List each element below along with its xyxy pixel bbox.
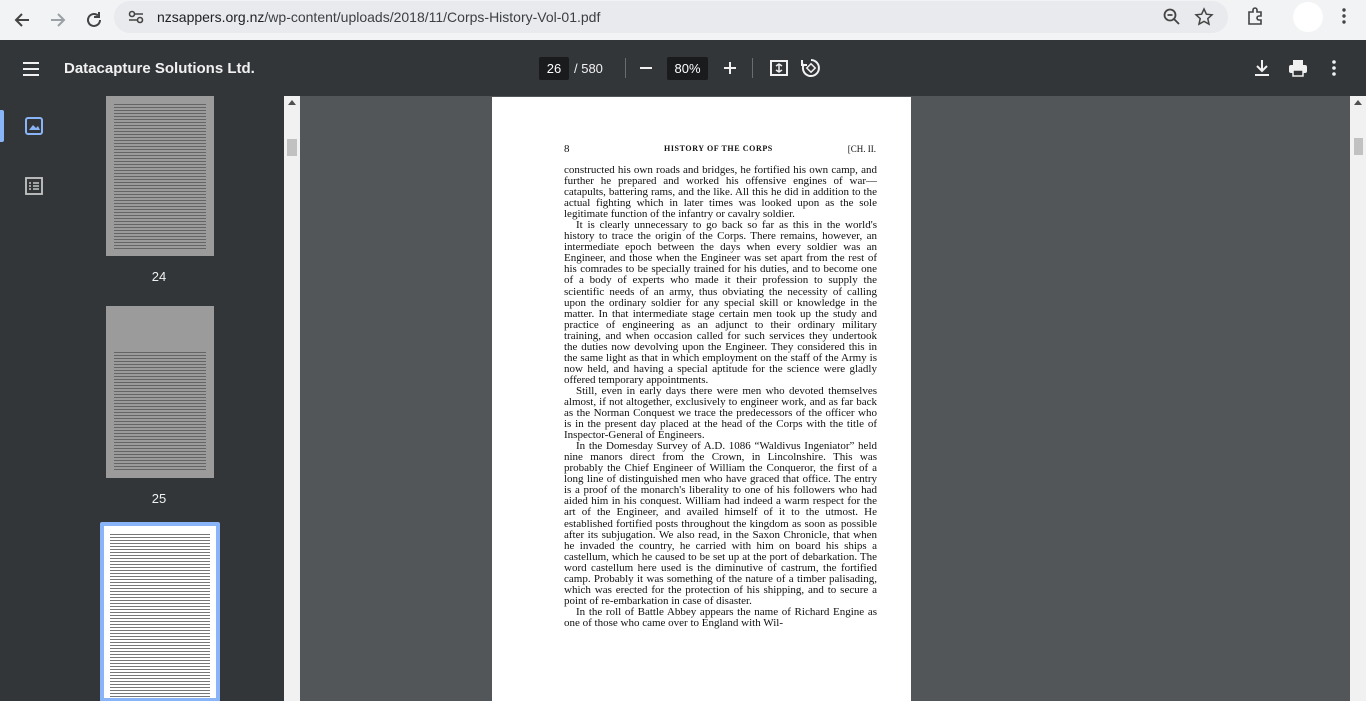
- download-icon[interactable]: [1251, 57, 1273, 79]
- address-bar[interactable]: [114, 1, 1228, 33]
- scroll-up-arrow[interactable]: [1354, 100, 1362, 105]
- scroll-up-arrow[interactable]: [288, 100, 296, 105]
- zoom-magnifier-icon[interactable]: [1162, 7, 1182, 27]
- page-thumbnail-25[interactable]: [106, 306, 214, 478]
- paragraph: constructed his own roads and bridges, he fortified his own camp, and further he prepared and worked his offensive engines of war—catapults, battering rams, and the like. All this he did in addition to the actual fighting which in later times was looked upon as the sole legitimate function of the infantry or cavalry soldier.: [564, 164, 877, 221]
- chapter-marker: [CH. II.: [847, 144, 876, 154]
- thumbnails-view-icon[interactable]: [24, 116, 44, 136]
- document-title: Datacapture Solutions Ltd.: [64, 60, 255, 77]
- thumbnail-panel: [64, 96, 284, 701]
- pdf-toolbar: [0, 40, 1366, 96]
- page-number-input[interactable]: 26: [539, 57, 569, 80]
- paragraph: It is clearly unnecessary to go back so far as this in the world's history to trace the origin of the Corps. There remains, however, an intermediate epoch between the days when every soldier was an Engineer, and those when the Engineer was set apart from the rest of his comrades to be specially trained for his duties, and to become one of a body of experts who made it their profession to supply the scientific needs of an army, thus obviating the necessity of calling upon the ordinary soldier for any special skill or knowledge in the matter. In that intermediate stage certain men took up the study and practice of engineering as an adjunct to their ordinary military training, and when occasion called for such services they undertook the duties now devolving upon the Engineer. They considered this in the same light as that in which employment on the staff of the Army is now held, and having a special aptitude for the science were gladly offered temporary appointments.: [564, 219, 877, 386]
- more-actions-icon[interactable]: [1323, 57, 1345, 79]
- back-arrow-icon: [13, 11, 31, 29]
- paragraph: In the roll of Battle Abbey appears the name of Richard Engine as one of those who came over to England with Wil-: [564, 605, 877, 629]
- running-head: HISTORY OF THE CORPS: [664, 144, 773, 153]
- zoom-in-icon[interactable]: [719, 57, 741, 79]
- document-scroll-thumb[interactable]: [1354, 138, 1363, 155]
- site-info-icon[interactable]: [126, 7, 146, 27]
- browser-menu-icon[interactable]: [1334, 6, 1354, 26]
- active-indicator: [0, 110, 4, 142]
- document-viewport: [300, 96, 1350, 701]
- paragraph: In the Domesday Survey of A.D. 1086 “Waldivus Ingeniator” held nine manors direct from the Crown, in Lincolnshire. This was probably the Chief Engineer of William the Conqueror, the first of a long line of distinguished men who have graced that office. The entry is a proof of the monarch's liberality to one of his followers who had aided him in his conquest. William had indeed a warm respect for the art of the Engineer, and availed himself of it to the utmost. He established fortified posts throughout the kingdom as soon as possible after its subjugation. We also read, in the Saxon Chronicle, that when he invaded the country, he carried with him on board his ships a castellum, which he caused to be set up at the port of debarkation. The word castellum here used is the diminutive of castrum, the fortified camp. Probably it was something of the nature of a timber palisading, which was erected for the protection of his shipping, and to secure a point of re-embarkation in case of disaster.: [564, 440, 877, 607]
- bookmark-star-icon[interactable]: [1194, 7, 1214, 27]
- reload-icon: [85, 11, 103, 29]
- back-button[interactable]: [6, 4, 38, 36]
- zoom-out-icon[interactable]: [635, 57, 657, 79]
- thumbnail-label: 24: [151, 269, 167, 284]
- forward-button[interactable]: [42, 4, 74, 36]
- sidebar-menu-icon[interactable]: [20, 58, 42, 80]
- paragraph: Still, even in early days there were men who devoted themselves almost, if not altogether, exclusively to engineer work, and as far back as the Norman Conquest we trace the predecessors of the officer who is in the present day placed at the head of the Corps with the title of Inspector-General of Engineers.: [564, 384, 877, 442]
- extensions-icon[interactable]: [1245, 6, 1265, 26]
- pdf-page: [492, 97, 911, 701]
- thumbnail-label: 25: [151, 491, 167, 506]
- url-text: [157, 9, 600, 25]
- rotate-icon[interactable]: [800, 57, 822, 79]
- print-icon[interactable]: [1287, 57, 1309, 79]
- thumbnail-scrollbar[interactable]: [284, 96, 300, 701]
- page-header: [564, 143, 876, 155]
- forward-arrow-icon: [49, 11, 67, 29]
- browser-toolbar: [0, 0, 1366, 40]
- page-total: / 580: [574, 61, 603, 76]
- document-outline-icon[interactable]: [24, 176, 44, 196]
- profile-avatar[interactable]: [1293, 2, 1323, 32]
- page-number: 8: [564, 143, 570, 155]
- page-body: [564, 165, 877, 629]
- sidebar-rail: [0, 96, 64, 701]
- zoom-level-input[interactable]: 80%: [667, 57, 708, 80]
- toolbar-divider: [625, 58, 626, 78]
- url-path: /wp-content/uploads/2018/11/Corps-History-Vol-01.pdf: [264, 9, 601, 25]
- thumbnail-scroll-thumb[interactable]: [287, 139, 297, 156]
- url-host: nzsappers.org.nz: [157, 9, 265, 25]
- toolbar-divider: [752, 58, 753, 78]
- reload-button[interactable]: [78, 4, 110, 36]
- fit-to-page-icon[interactable]: [768, 57, 790, 79]
- document-scrollbar[interactable]: [1350, 96, 1366, 701]
- page-thumbnail-26-selected[interactable]: [100, 522, 220, 701]
- page-thumbnail-24[interactable]: [106, 96, 214, 256]
